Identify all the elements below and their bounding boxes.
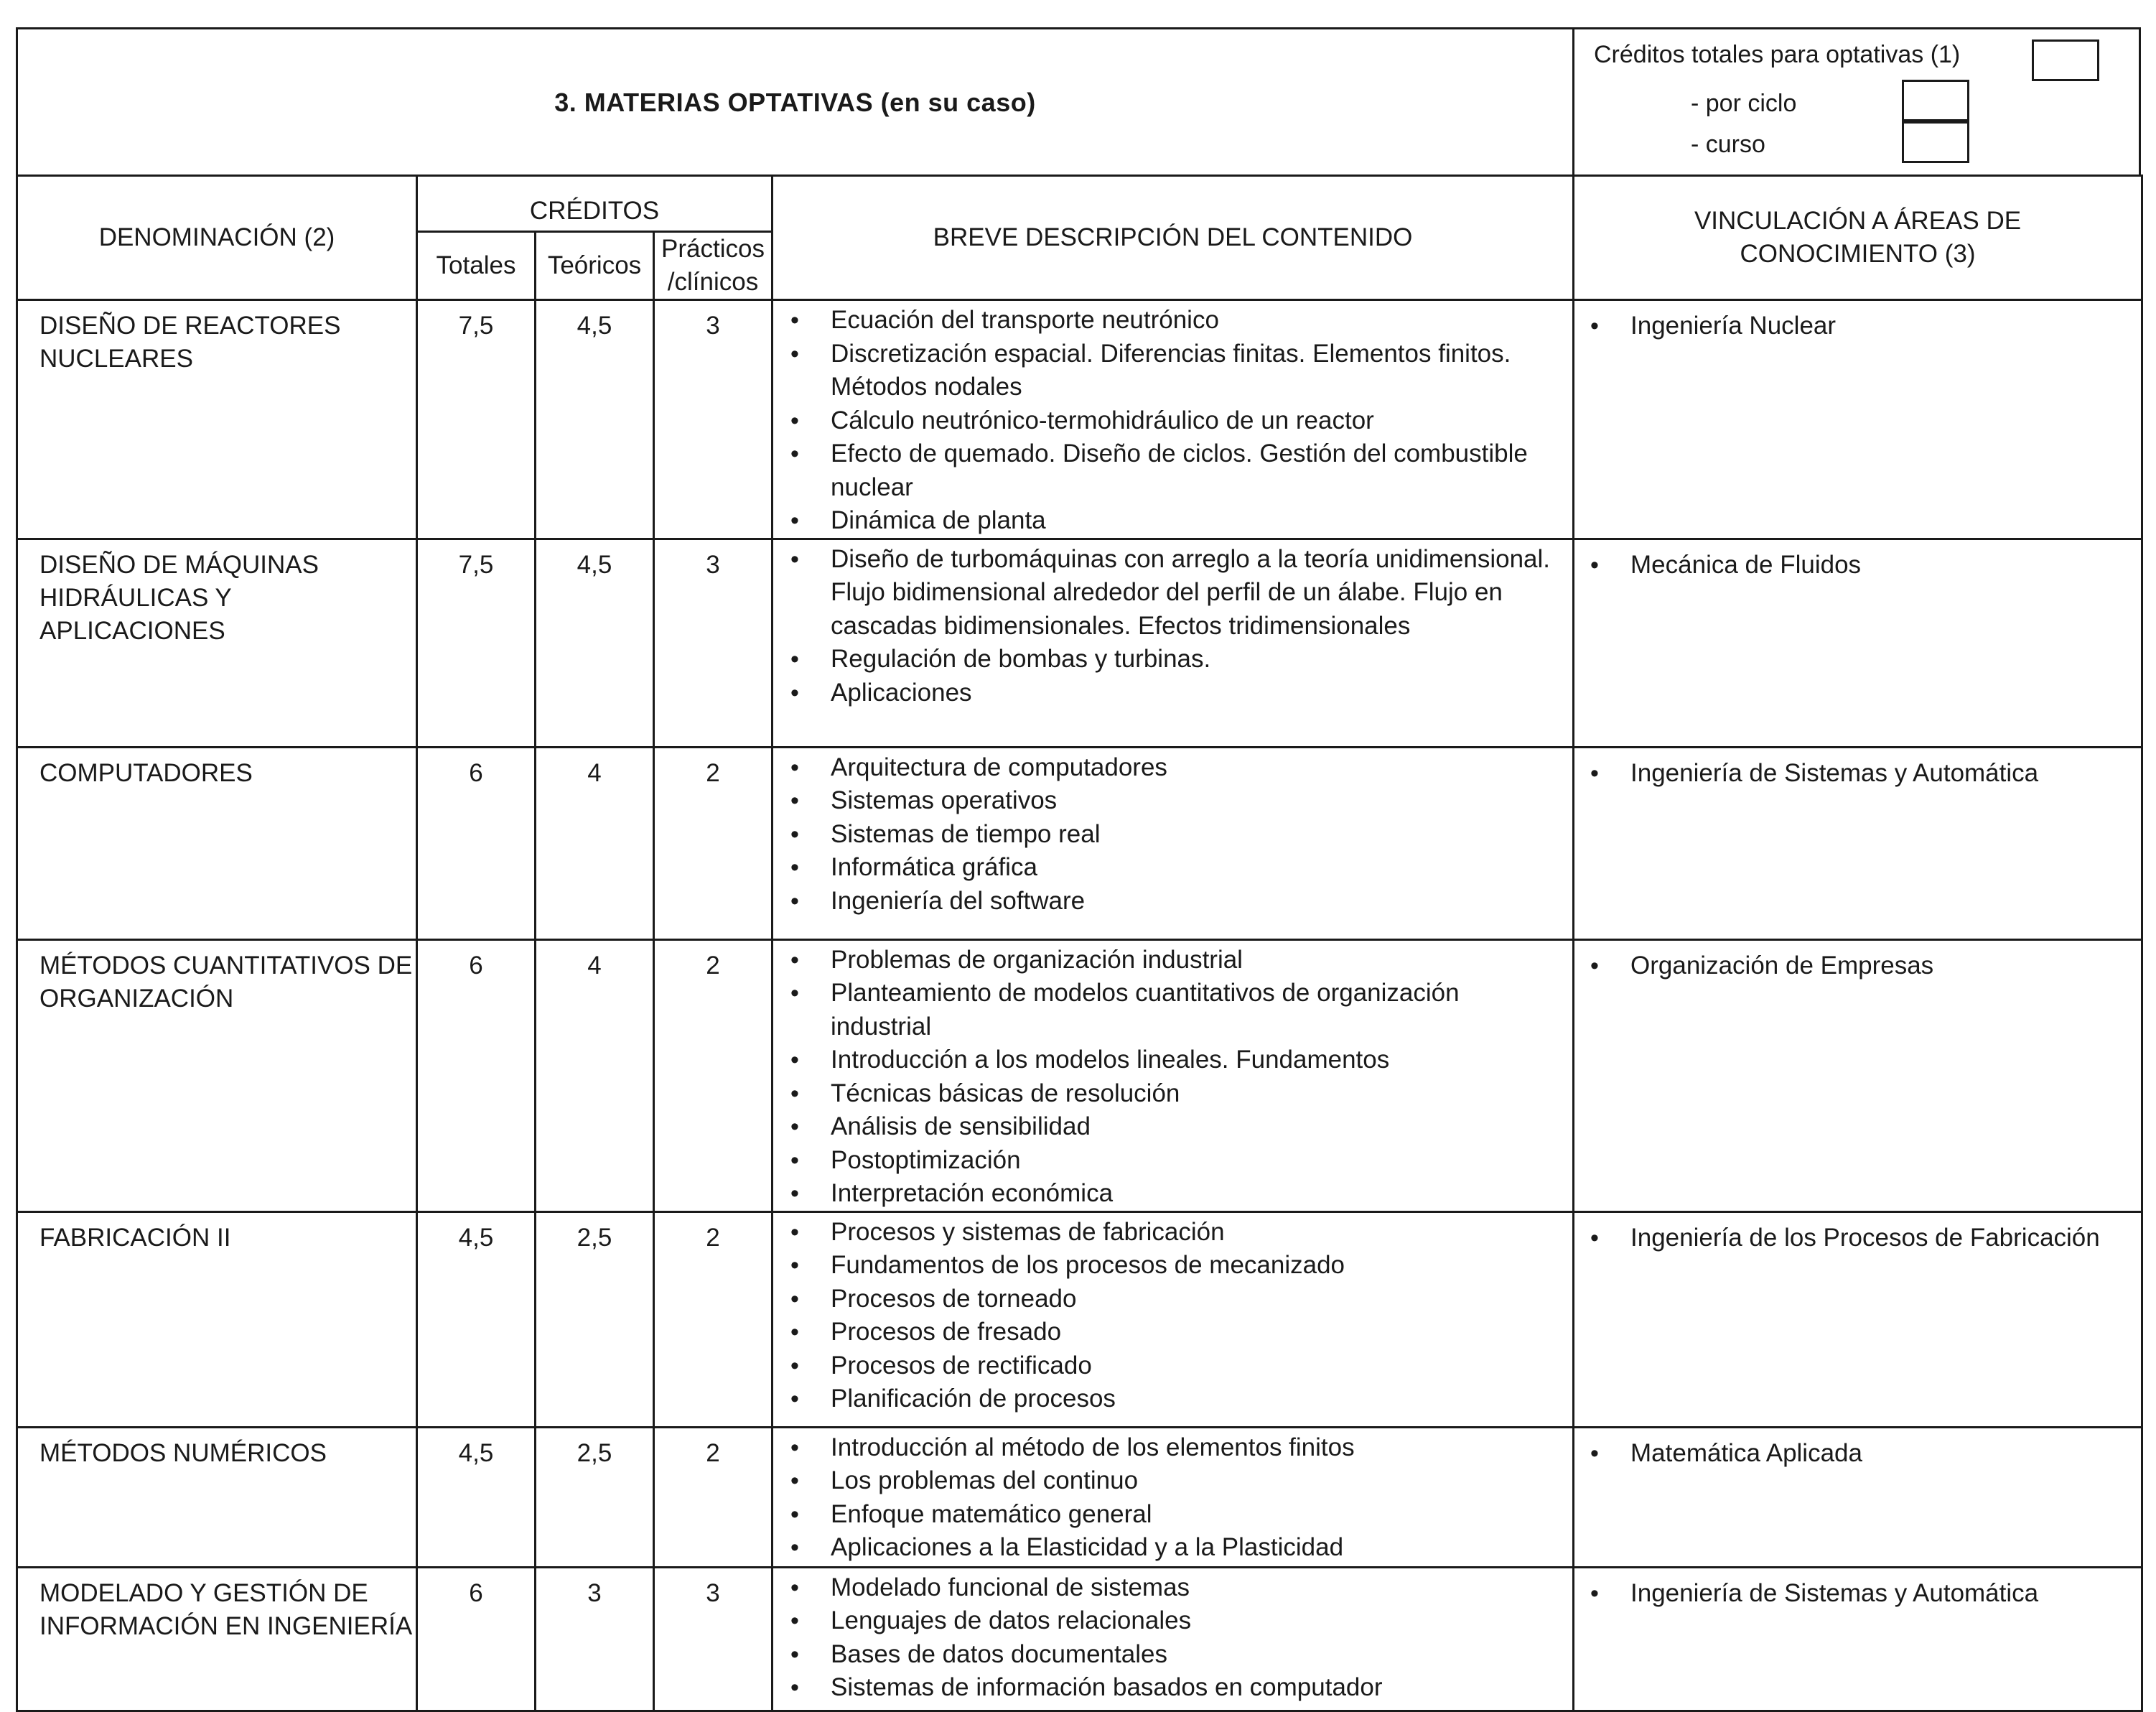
list-item: • Sistemas de información basados en computador: [788, 1671, 1558, 1705]
list-item: • Análisis de sensibilidad: [788, 1110, 1558, 1144]
content-description: [773, 1427, 1574, 1567]
list-item: • Ingeniería de Sistemas y Automática: [1587, 1577, 2127, 1610]
credits-total: 6: [417, 747, 536, 939]
credits-total-label: Créditos totales para optativas (1): [1594, 41, 1961, 68]
credits-total: 6: [417, 1567, 536, 1711]
list-item: • Postoptimización: [788, 1144, 1558, 1178]
list-item: • Discretización espacial. Diferencias finitas. Elementos finitos. Métodos nodales: [788, 338, 1558, 404]
list-item: • Organización de Empresas: [1587, 949, 2127, 982]
table-row: [17, 747, 2142, 939]
subject-name: MÉTODOS CUANTITATIVOS DE ORGANIZACIÓN: [17, 939, 417, 1211]
header-vinculacion: VINCULACIÓN A ÁREAS DE CONOCIMIENTO (3): [1574, 176, 2142, 300]
table-header-row: [17, 176, 2142, 232]
credits-practice: 3: [654, 1567, 773, 1711]
list-item: • Ingeniería de Sistemas y Automática: [1587, 757, 2127, 790]
credits-total: 4,5: [417, 1427, 536, 1567]
table-row: [17, 1427, 2142, 1567]
header-denominacion: DENOMINACIÓN (2): [17, 176, 417, 300]
subject-name: MÉTODOS NUMÉRICOS: [17, 1427, 417, 1567]
list-item: • Enfoque matemático general: [788, 1498, 1558, 1532]
list-item: • Arquitectura de computadores: [788, 751, 1558, 785]
table-row: [17, 300, 2142, 539]
list-item: • Aplicaciones: [788, 676, 1558, 710]
list-item: • Cálculo neutrónico-termohidráulico de un reactor: [788, 404, 1558, 438]
optional-credits-panel: [1574, 29, 2143, 175]
credits-total: 7,5: [417, 539, 536, 747]
list-item: • Efecto de quemado. Diseño de ciclos. Gestión del combustible nuclear: [788, 437, 1558, 504]
knowledge-area: [1574, 1211, 2142, 1427]
table-row: [17, 1211, 2142, 1427]
list-item: • Diseño de turbomáquinas con arreglo a la teoría unidimensional. Flujo bidimensional alrededor del perfil de un álabe. Flujo en cascadas bidimensionales. Efectos tridimensionales: [788, 543, 1558, 643]
table-row: [17, 539, 2142, 747]
section-title-cell: [18, 29, 1574, 175]
list-item: • Técnicas básicas de resolución: [788, 1077, 1558, 1111]
content-description: [773, 300, 1574, 539]
credits-practice: 2: [654, 1427, 773, 1567]
subjects-table: [16, 175, 2143, 1712]
list-item: • Sistemas de tiempo real: [788, 818, 1558, 852]
list-item: • Fundamentos de los procesos de mecanizado: [788, 1249, 1558, 1283]
list-item: • Aplicaciones a la Elasticidad y a la Plasticidad: [788, 1531, 1558, 1565]
per-cycle-box: [1902, 80, 1969, 121]
knowledge-area: [1574, 1427, 2142, 1567]
credits-theory: 2,5: [536, 1427, 654, 1567]
list-item: • Ecuación del transporte neutrónico: [788, 304, 1558, 338]
list-item: • Ingeniería de los Procesos de Fabricación: [1587, 1222, 2127, 1255]
content-description: [773, 747, 1574, 939]
list-item: • Mecánica de Fluidos: [1587, 549, 2127, 582]
subject-name: FABRICACIÓN II: [17, 1211, 417, 1427]
credits-theory: 2,5: [536, 1211, 654, 1427]
list-item: • Informática gráfica: [788, 851, 1558, 885]
list-item: • Procesos de rectificado: [788, 1349, 1558, 1383]
per-course-box: [1902, 121, 1969, 163]
section-header: [16, 27, 2141, 175]
list-item: • Lenguajes de datos relacionales: [788, 1604, 1558, 1638]
credits-practice: 2: [654, 747, 773, 939]
table-row: [17, 1567, 2142, 1711]
credits-total-box: [2032, 39, 2099, 81]
list-item: • Sistemas operativos: [788, 784, 1558, 818]
knowledge-area: [1574, 747, 2142, 939]
credits-practice: 2: [654, 939, 773, 1211]
credits-total: 7,5: [417, 300, 536, 539]
list-item: • Ingeniería Nuclear: [1587, 310, 2127, 343]
knowledge-area: [1574, 939, 2142, 1211]
subject-name: COMPUTADORES: [17, 747, 417, 939]
knowledge-area: [1574, 1567, 2142, 1711]
list-item: • Planificación de procesos: [788, 1382, 1558, 1416]
credits-theory: 4,5: [536, 300, 654, 539]
header-totales: Totales: [417, 232, 536, 300]
list-item: • Procesos de fresado: [788, 1316, 1558, 1349]
credits-theory: 4,5: [536, 539, 654, 747]
credits-practice: 2: [654, 1211, 773, 1427]
table-row: [17, 939, 2142, 1211]
list-item: • Introducción al método de los elementos finitos: [788, 1431, 1558, 1465]
credits-total: 4,5: [417, 1211, 536, 1427]
list-item: • Planteamiento de modelos cuantitativos de organización industrial: [788, 977, 1558, 1043]
content-description: [773, 1567, 1574, 1711]
knowledge-area: [1574, 539, 2142, 747]
header-teoricos: Teóricos: [536, 232, 654, 300]
list-item: • Problemas de organización industrial: [788, 944, 1558, 977]
list-item: • Los problemas del continuo: [788, 1464, 1558, 1498]
list-item: • Procesos y sistemas de fabricación: [788, 1216, 1558, 1250]
per-cycle-label: - por ciclo: [1691, 90, 1797, 117]
list-item: • Interpretación económica: [788, 1177, 1558, 1211]
header-creditos: CRÉDITOS: [417, 176, 773, 232]
list-item: • Procesos de torneado: [788, 1283, 1558, 1316]
list-item: • Modelado funcional de sistemas: [788, 1571, 1558, 1605]
credits-theory: 3: [536, 1567, 654, 1711]
credits-theory: 4: [536, 747, 654, 939]
subject-name: MODELADO Y GESTIÓN DE INFORMACIÓN EN INGENIERÍA: [17, 1567, 417, 1711]
subject-name: DISEÑO DE MÁQUINAS HIDRÁULICAS Y APLICACIONES: [17, 539, 417, 747]
list-item: • Bases de datos documentales: [788, 1638, 1558, 1672]
credits-practice: 3: [654, 539, 773, 747]
list-item: • Dinámica de planta: [788, 504, 1558, 538]
list-item: • Introducción a los modelos lineales. Fundamentos: [788, 1043, 1558, 1077]
list-item: • Ingeniería del software: [788, 885, 1558, 918]
header-practicos: Prácticos /clínicos: [654, 232, 773, 300]
content-description: [773, 1211, 1574, 1427]
header-descripcion: BREVE DESCRIPCIÓN DEL CONTENIDO: [773, 176, 1574, 300]
credits-practice: 3: [654, 300, 773, 539]
credits-total: 6: [417, 939, 536, 1211]
credits-theory: 4: [536, 939, 654, 1211]
knowledge-area: [1574, 300, 2142, 539]
per-course-label: - curso: [1691, 131, 1765, 158]
list-item: • Regulación de bombas y turbinas.: [788, 643, 1558, 676]
subject-name: DISEÑO DE REACTORES NUCLEARES: [17, 300, 417, 539]
content-description: [773, 939, 1574, 1211]
section-title: 3. MATERIAS OPTATIVAS (en su caso): [554, 87, 1036, 117]
list-item: • Matemática Aplicada: [1587, 1437, 2127, 1470]
content-description: [773, 539, 1574, 747]
